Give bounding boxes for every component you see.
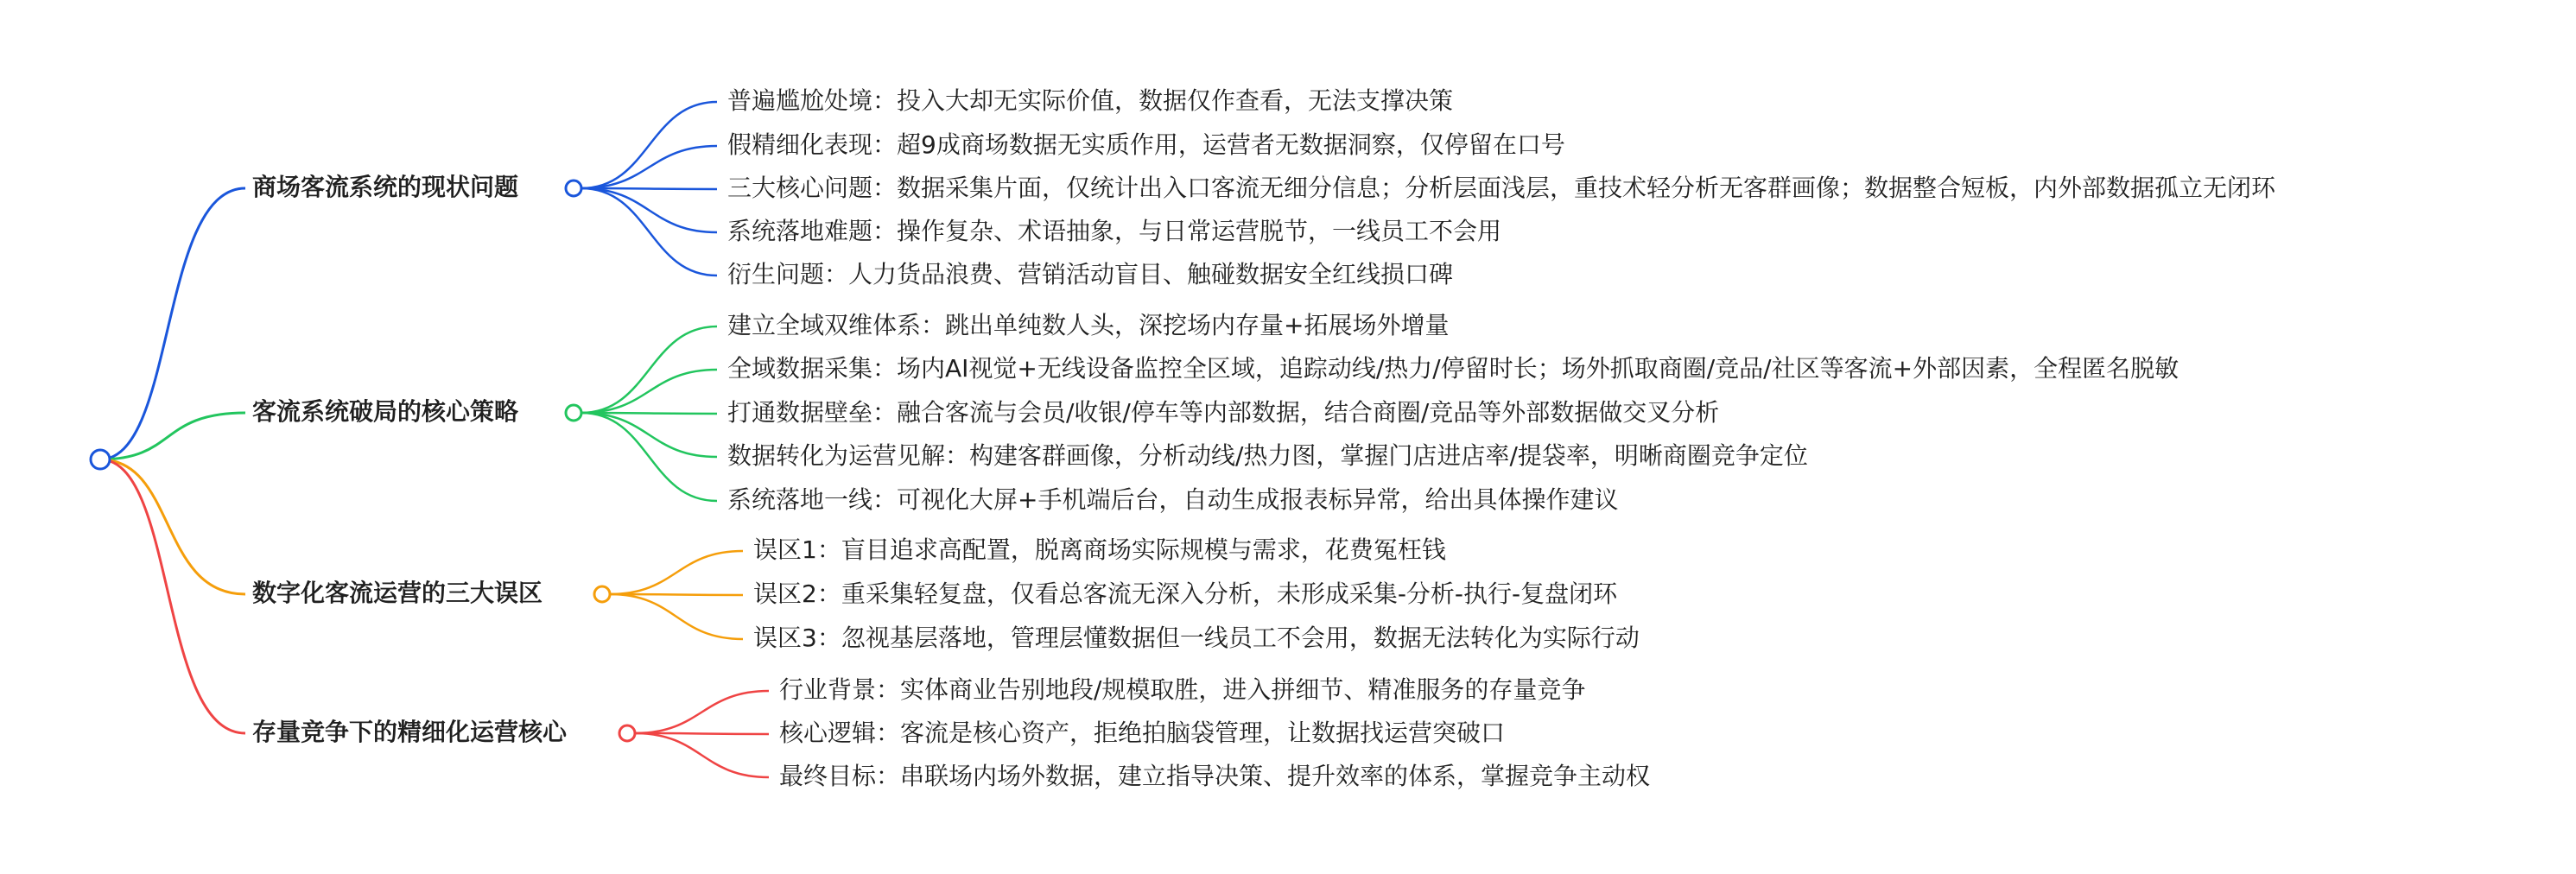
branch-node-circle[interactable] [566,405,581,421]
leaf-label: 误区2：重采集轻复盘，仅看总客流无深入分析，未形成采集-分析-执行-复盘闭环 [753,580,1618,608]
mindmap-edges [100,102,769,777]
branch-leaf-edge [581,188,717,232]
mindmap-nodes [91,86,2276,790]
leaf-label: 建立全域双维体系：跳出单纯数人头，深挖场内存量+拓展场外增量 [727,311,1450,339]
branch-leaf-edge [610,594,743,639]
branch-leaf-edge [581,326,717,413]
branch-node-circle[interactable] [594,586,610,602]
branch-leaf-edge [635,733,769,777]
leaf-label: 假精细化表现：超9成商场数据无实质作用，运营者无数据洞察，仅停留在口号 [727,130,1565,159]
root-node-circle[interactable] [91,450,110,469]
leaf-label: 打通数据壁垒：融合客流与会员/收银/停车等内部数据，结合商圈/竞品等外部数据做交叉分析 [727,398,1720,427]
branch-leaf-edge [610,551,743,594]
leaf-label: 衍生问题：人力货品浪费、营销活动盲目、触碰数据安全红线损口碑 [727,260,1454,288]
branch-leaf-edge [581,413,717,501]
root-branch-edge [100,459,245,733]
leaf-label: 普遍尴尬处境：投入大却无实际价值，数据仅作查看，无法支撑决策 [727,86,1454,115]
branch-node-circle[interactable] [566,180,581,196]
branch-node-circle[interactable] [619,725,635,741]
leaf-label: 系统落地一线：可视化大屏+手机端后台，自动生成报表标异常，给出具体操作建议 [727,485,1619,514]
root-branch-edge [100,188,245,459]
leaf-label: 数据转化为运营见解：构建客群画像，分析动线/热力图，掌握门店进店率/提袋率，明晰商圈竞争定位 [727,441,1808,470]
branch-label: 存量竞争下的精细化运营核心 [252,718,568,746]
branch-leaf-edge [581,146,717,188]
root-branch-edge [100,413,245,459]
leaf-label: 行业背景：实体商业告别地段/规模取胜，进入拼细节、精准服务的存量竞争 [779,675,1586,704]
branch-label: 客流系统破局的核心策略 [252,397,519,426]
leaf-label: 三大核心问题：数据采集片面，仅统计出入口客流无细分信息；分析层面浅层，重技术轻分析无客群画像；数据整合短板，内外部数据孤立无闭环 [727,174,2276,202]
branch-label: 商场客流系统的现状问题 [252,173,519,201]
leaf-label: 核心逻辑：客流是核心资产，拒绝拍脑袋管理，让数据找运营突破口 [779,719,1506,747]
branch-leaf-edge [635,691,769,733]
branch-leaf-edge [581,188,717,276]
leaf-label: 系统落地难题：操作复杂、术语抽象，与日常运营脱节，一线员工不会用 [727,217,1502,245]
leaf-label: 最终目标：串联场内场外数据，建立指导决策、提升效率的体系，掌握竞争主动权 [779,762,1651,790]
root-branch-edge [100,459,245,594]
branch-label: 数字化客流运营的三大误区 [252,579,543,607]
branch-leaf-edge [581,102,717,188]
branch-leaf-edge [581,370,717,413]
branch-leaf-edge [581,413,717,457]
leaf-label: 全域数据采集：场内AI视觉+无线设备监控全区域，追踪动线/热力/停留时长；场外抓取商圈/竞品/社区等客流+外部因素，全程匿名脱敏 [727,354,2179,383]
leaf-label: 误区1：盲目追求高配置，脱离商场实际规模与需求，花费冤枉钱 [753,535,1446,564]
leaf-label: 误区3：忽视基层落地，管理层懂数据但一线员工不会用，数据无法转化为实际行动 [753,624,1640,652]
